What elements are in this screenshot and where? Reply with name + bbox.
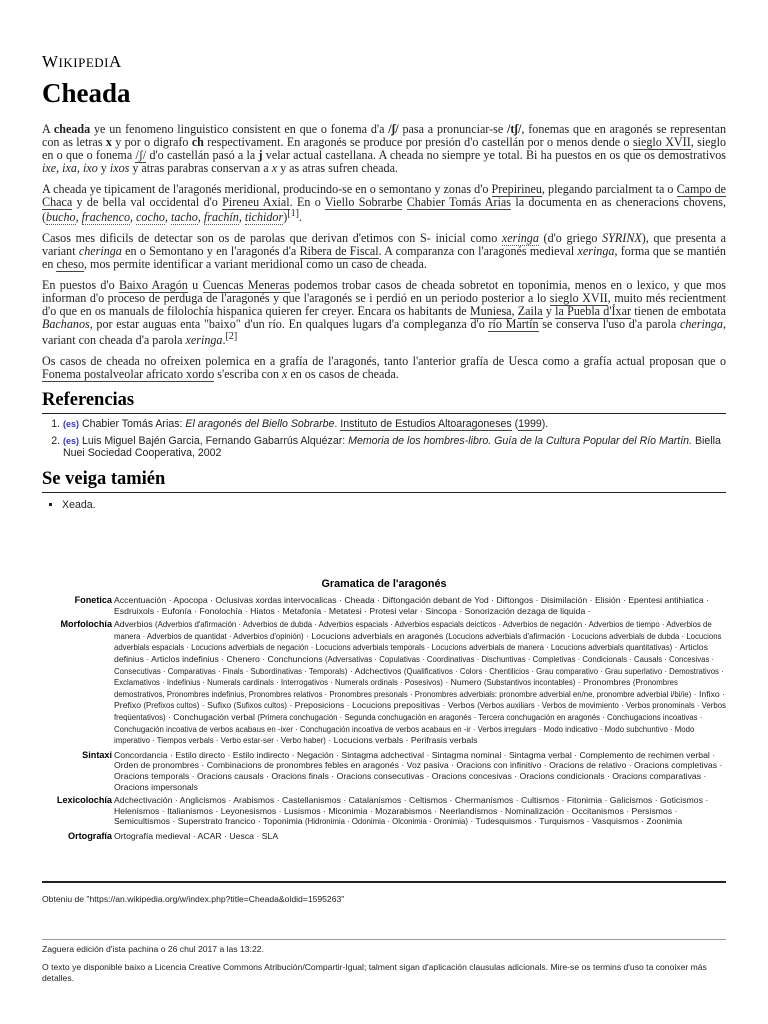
retrieved-from[interactable]: Obteniu de "https://an.wikipedia.org/w/index.php?title=Cheada&oldid=1595263" [42,894,345,904]
navbox-group-links[interactable]: Adchectivación · Anglicismos · Arabismos · Castellanismos · Catalanismos · Celtismos · Chermanismos · Cultismos · Fitonimia · Galicismos · Goticismos · Helenismos · Italianismos · Leyonesismos · Lusismos · Miconimia · Mozarabismos · Neerlandismos · Nominalización · Occitanismos · Persismos · Semicultismos · Superstrato francico · Toponimia (Hidronimia · Odonimia · Olconimia · Oronimia) · Tudesquismos · Turquismos · Vasquismos · Zoonimia [114,795,709,827]
navbox-group-links[interactable]: Ortografía medieval · ACAR · Uesca · SLA [114,830,279,841]
navbox-row [42,619,726,747]
last-edited: Zaguera edición d'ista pachina o 26 chul 2017 a las 13:22. [42,944,264,954]
navbox-title[interactable]: Gramatica de l'aragonés [321,578,447,590]
grammar-navbox [42,578,726,844]
navbox-group-label: Morfolochía [60,619,112,630]
paragraph-4: En puestos d'o Baixo Aragón u Cuencas Meneras podemos trobar casos de cheada sobretot en toponimia, menos en o lexico, y que mos informan d'o proceso de perduga de l'aragonés y que l'aragonés se i perdió en un periodo posterior a lo sieglo XVII, muito més recientment d'o que en os manuals de filolochía hispanica quieren fer creyer. Encara os habitants de Muniesa, Zaila y la Puebla d'Íxar tienen de embotata Bachanos, por estar auguas enta "baixo" d'un río. En qualques lugars d'a compleganza d'o río Martín se conserva l'uso d'a parola cheringa, variant con cheada d'a parola xeringa.[2] [42,278,727,347]
navbox-group-label: Sintaxi [82,749,112,760]
references-list [42,418,726,459]
footer-divider [42,939,726,940]
navbox-row [42,795,726,828]
navbox-group-links[interactable]: Adverbios (Adverbios d'afirmación · Adverbios de dubda · Adverbios espacials · Adverbios espacials deicticos · Adverbios de negación · Adverbios de tiempo · Adverbios de manera · Adverbios de quantidat · Adverbios d'opinión) · Locucions adverbials en aragonés (Locucions adverbials d'afirmación · Locucions adverbials de dubda · Locucions adverbials espacials · Locucions adverbials de negación · Locucions adverbials temporals · Locucions adverbials de manera · Locucions adverbials quantitativas) · Articlos definius · Articlos indefinius · Chenero · Conchuncions (Adversativas · Copulativas · Coordinativas · Dischuntivas · Completivas · Condicionals · Causals · Concesivas · Consecutivas · Comparativas · Finals · Subordinativas · Temporals) · Adchectivos (Qualificativos · Colors · Chentilicios · Grau comparativo · Grau superlativo · Demostrativos · Exclamativos · Indefinius · Numerals cardinals · Interrogativos · Numerals ordinals · Posesivos) · Numero (Substantivos incontables) · Pronombres (Pronombres demostrativos, Pronombres indefinius, Pronombres relativos · Pronombres presonals · Pronombres adverbials: pronombre adverbial en/ne, pronombre adverbial i/bi/ie) · Infixo · Prefixo (Prefixos cultos) · Sufixo (Sufixos cultos) · Preposicions · Locucions prepositivas · Verbos (Verbos auxiliars · Verbos de movimiento · Verbos pronominals · Verbos freqüentativos) · Conchugación verbal (Primera conchugación · Segunda conchugación en aragonés · Tercera conchugación en aragonés · Conchugacions incoativas · Conchugación incoativa de verbos acabaus en -ixer · Conchugación incoativa de verbos acabaus en -ir · Verbos irregulars · Modo indicativo · Modo subchuntivo · Modo imperativo · Tiempos verbals · Verbo estar-ser · Verbo haber) · Locucions verbals · Perifrasis verbals [114,619,726,746]
footer-divider [42,881,726,883]
article-body [42,123,726,511]
paragraph-5: Os casos de cheada no ofreixen polemica en a grafía de l'aragonés, tanto l'anterior grafía de Uesca como a grafía actual proposan que o Fonema postalveolar africato xordo s'escriba con x en os casos de cheada. [42,353,726,381]
see-also-list [42,499,726,511]
navbox-group-label: Ortografía [68,830,112,841]
navbox-group-links[interactable]: Accentuación · Apocopa · Oclusivas xordas intervocalicas · Cheada · Diftongación debant de Yod · Diftongos · Disimilación · Elisión · Epentesi antihiatica · Esdruixols · Eufonía · Fonolochía · Hiatos · Metafonía · Metatesi · Protesi velar · Sincopa · Sonorización dezaga de liquida · [114,595,709,616]
license-text[interactable]: O texto ye disponible baixo a Licencia Creative Commons Atribución/Compartir-Igual; talment sigan d'aplicación clausulas adicionals. Mire-se os termins d'uso ta conoixer más detalles. [42,962,707,983]
page-title: Cheada [42,78,131,108]
navbox-group-label: Fonetica [74,595,112,605]
reference-item[interactable]: 1. (es) Chabier Tomás Arias: El aragonés del Biello Sobrarbe. Instituto de Estudios Altoaragoneses (1999). [63,418,726,430]
navbox-group-label: Lexicolochía [56,795,112,806]
paragraph-3: Casos mes dificils de detectar son os de parolas que derivan d'etimos con S- inicial como xeringa (d'o griego SYRINX), que presenta a variant cheringa en o Semontano y en l'aragonés d'a Ribera de Fiscal. A comparanza con l'aragonés medieval xeringa, forma que se mantién en cheso, mos permite identificar a variant meridional como un caso de cheada. [42,231,726,272]
paragraph-1: A cheada ye un fenomeno linguistico consistent en que o fonema d'a /ʃ/ pasa a pronunciar-se /tʃ/, fonemas que en aragonés se representan con as letras x y por o digrafo ch respectivament. En aragonés se produce por presión d'o castellán por o menos dende o sieglo XVII, sieglo en o que o fonema /ʃ/ d'o castellán pasó a la j velar actual castellana. A cheada no siempre ye total. Bi ha puestos en os que os demostrativos ixe, ixa, ixo y ixos y atras parabras conservan a x y as atras sufren cheada. [42,122,727,175]
page-footer [42,881,726,984]
reference-item[interactable]: 2. (es) Luis Miguel Bajén Garcia, Fernando Gabarrús Alquézar: Memoria de los hombres-libro. Guía de la Cultura Popular del Río Martín. Biella Nuei Sociedad Cooperativa, 2002 [63,435,726,460]
references-heading: Referencias [42,390,726,414]
navbox-row [42,831,726,842]
see-also-link[interactable]: ▪ Xeada. [62,499,726,511]
navbox-group-links[interactable]: Concordancia · Estilo directo · Estilo indirecto · Negación · Sintagma adchectival · Sintagma nominal · Sintagma verbal · Complemento de rechimen verbal · Orden de pronombres · Combinacions de pronombres febles en aragonés · Voz pasiva · Oracions con infinitivo · Oracions de relativo · Oracions completivas · Oracions temporals · Oracions causals · Oracions finals · Oracions consecutivas · Oracions concesivas · Oracions condicionals · Oracions comparativas · Oracions impersonals [114,749,723,792]
wikipedia-logo[interactable]: WIKIPEDIA [42,52,122,71]
paragraph-2: A cheada ye tipicament de l'aragonés meridional, producindo-se en o semontano y zonas d'o Prepirineu, plegando parcialment ta o Campo de Chaca y de bella val occidental d'o Pireneu Axial. En o Viello Sobrarbe Chabier Tomás Arias la documenta en as cheneracions chovens, (bucho, frachenco, cocho, tacho, frachín, tichidor)[1]. [42,181,726,225]
see-also-heading: Se veiga tamién [42,469,726,493]
navbox-row [42,595,726,616]
navbox-row [42,750,726,792]
